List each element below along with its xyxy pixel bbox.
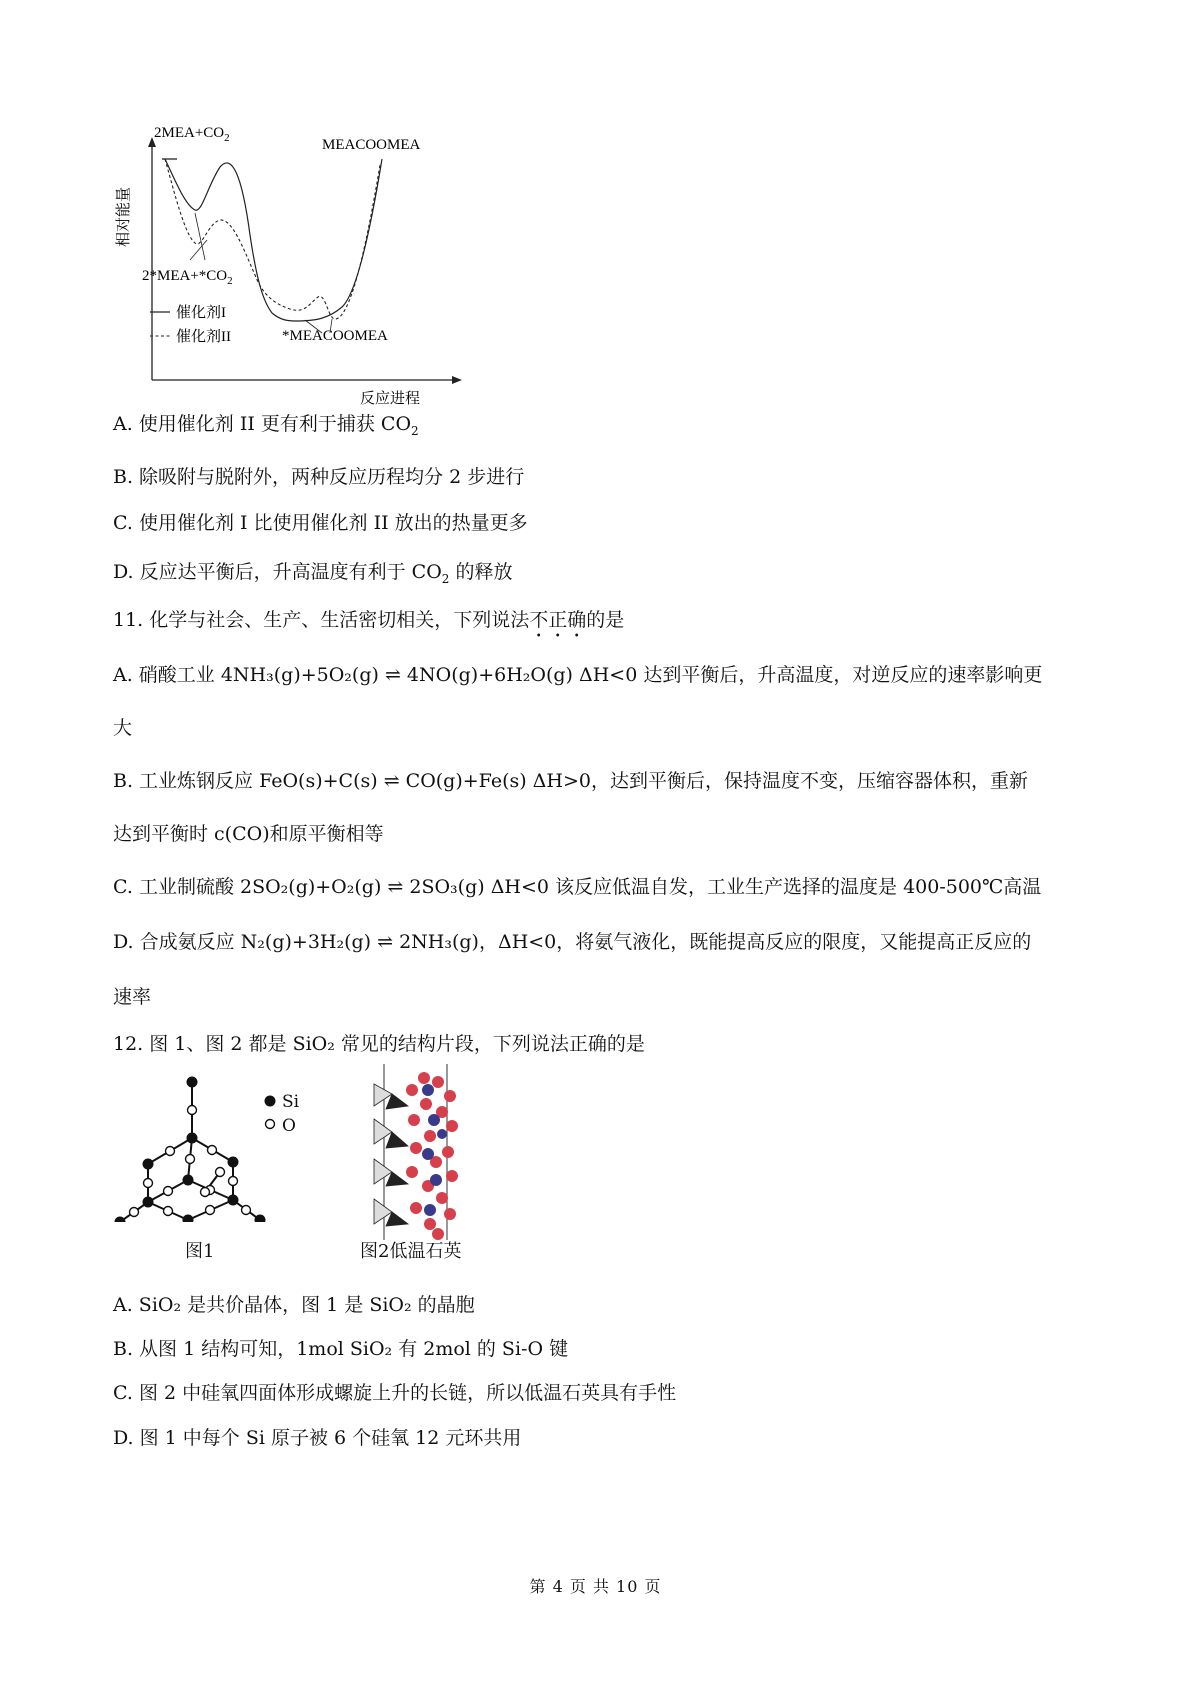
legend-catalyst-2: 催化剂II <box>176 329 231 345</box>
q11-option-a: A. 硝酸工业 4NH₃(g)+5O₂(g) ⇌ 4NO(g)+6H₂O(g) ΔH<0 达到平衡后，升高温度，对逆反应的速率影响更 <box>113 664 1043 686</box>
energy-diagram <box>110 125 470 415</box>
q12-option-d: D. 图 1 中每个 Si 原子被 6 个硅氧 12 元环共用 <box>113 1427 522 1449</box>
q12-option-a: A. SiO₂ 是共价晶体，图 1 是 SiO₂ 的晶胞 <box>113 1294 475 1316</box>
curve-catalyst-1 <box>165 159 382 321</box>
label-start: $2MEA+CO_2$ <box>154 125 230 144</box>
q10-option-b: B. 除吸附与脱附外，两种反应历程均分 2 步进行 <box>113 466 525 488</box>
legend-o-label: O <box>282 1116 296 1136</box>
q10-option-c: C. 使用催化剂 I 比使用催化剂 II 放出的热量更多 <box>113 512 528 534</box>
q10-option-a: A. 使用催化剂 II 更有利于捕获 $CO_2$ <box>113 413 419 438</box>
q11-option-d: D. 合成氨反应 N₂(g)+3H₂(g) ⇌ 2NH₃(g)，ΔH<0，将氨气液化，既能提高反应的限度，又能提高正反应的 <box>113 931 1032 953</box>
legend-si-label: Si <box>282 1092 300 1112</box>
label-end: MEACOOMEA <box>322 137 421 153</box>
curve-catalyst-2 <box>165 159 380 319</box>
figure-2-caption: 图2低温石英 <box>360 1241 462 1262</box>
label-product: *MEACOOMEA <box>282 328 388 344</box>
page-footer: 第 4 页 共 10 页 <box>529 1577 662 1596</box>
x-axis-arrow <box>452 376 462 384</box>
legend-catalyst-1: 催化剂I <box>176 305 226 321</box>
q12-option-c: C. 图 2 中硅氧四面体形成螺旋上升的长链，所以低温石英具有手性 <box>113 1382 677 1404</box>
q11-option-b: B. 工业炼钢反应 FeO(s)+C(s) ⇌ CO(g)+Fe(s) ΔH>0，达到平衡后，保持温度不变，压缩容器体积，重新 <box>113 770 1028 792</box>
q11-option-a-cont: 大 <box>113 717 133 739</box>
y-axis-label: 相对能量 <box>116 186 132 248</box>
x-axis-label: 反应进程 <box>360 391 421 407</box>
q10-option-d: D. 反应达平衡后，升高温度有利于 $CO_2$ 的释放 <box>113 561 513 586</box>
q11-stem: 11. 化学与社会、生产、生活密切相关，下列说法不正确的是 <box>113 609 625 631</box>
figure-1-caption: 图1 <box>185 1241 215 1262</box>
q12-stem: 12. 图 1、图 2 都是 SiO₂ 常见的结构片段，下列说法正确的是 <box>113 1033 645 1055</box>
figure-2-quartz-helix <box>352 1064 502 1240</box>
q11-option-b-cont: 达到平衡时 c(CO)和原平衡相等 <box>113 823 384 845</box>
q11-option-c: C. 工业制硫酸 2SO₂(g)+O₂(g) ⇌ 2SO₃(g) ΔH<0 该反应低温自发，工业生产选择的温度是 400-500℃高温 <box>113 876 1042 898</box>
q11-option-d-cont: 速率 <box>113 986 152 1008</box>
q12-option-b: B. 从图 1 结构可知，1mol SiO₂ 有 2mol 的 Si-O 键 <box>113 1338 569 1360</box>
label-adsorbed: $2*MEA+*CO_2$ <box>142 268 233 287</box>
